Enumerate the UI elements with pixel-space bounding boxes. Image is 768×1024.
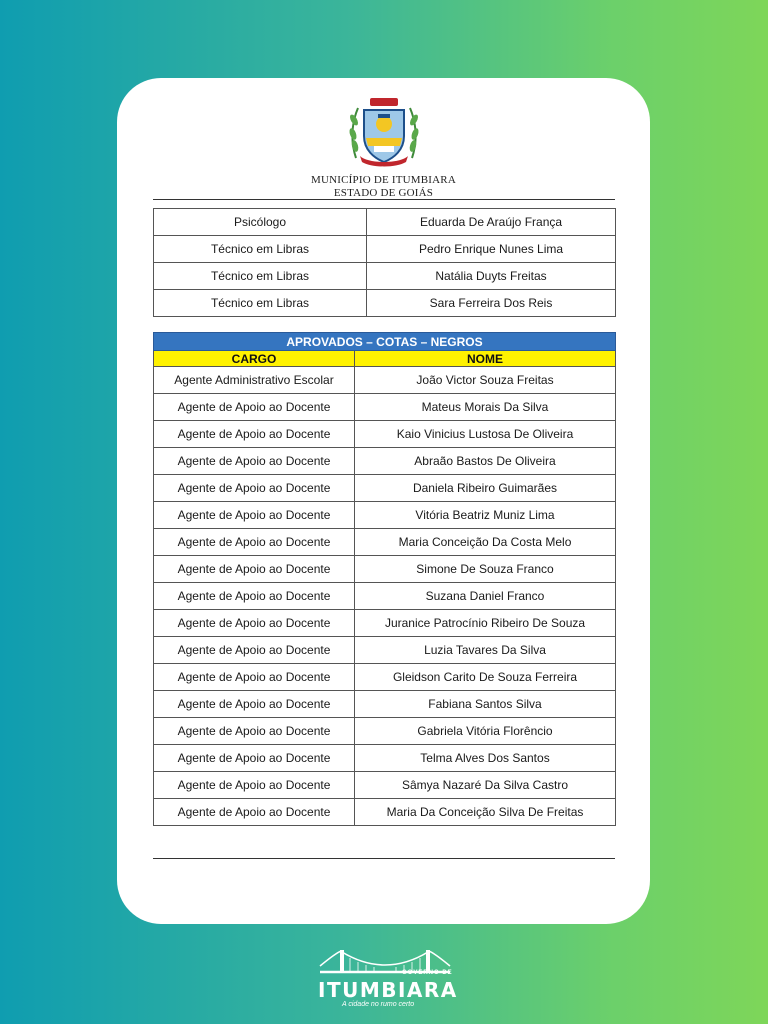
table-banner-row xyxy=(154,333,616,351)
coat-of-arms-icon xyxy=(344,96,424,172)
table-row xyxy=(154,691,616,718)
table-row xyxy=(154,529,616,556)
cell-cargo: Técnico em Libras xyxy=(154,263,367,290)
cell-cargo: Agente de Apoio ao Docente xyxy=(154,691,355,718)
footer-brand: ITUMBIARA xyxy=(318,978,458,1002)
cell-cargo: Agente de Apoio ao Docente xyxy=(154,718,355,745)
column-header-nome: NOME xyxy=(355,351,616,367)
document-header xyxy=(117,96,650,200)
cell-cargo: Psicólogo xyxy=(154,209,367,236)
table-row xyxy=(154,799,616,826)
cell-cargo: Agente de Apoio ao Docente xyxy=(154,448,355,475)
table-row xyxy=(154,367,616,394)
table-row xyxy=(154,290,616,317)
cell-nome: Juranice Patrocínio Ribeiro De Souza xyxy=(355,610,616,637)
state-name: ESTADO DE GOIÁS xyxy=(333,187,434,199)
cell-nome: Sara Ferreira Dos Reis xyxy=(367,290,616,317)
table-row xyxy=(154,421,616,448)
table-row xyxy=(154,502,616,529)
cell-nome: Mateus Morais Da Silva xyxy=(355,394,616,421)
cell-nome: Gabriela Vitória Florêncio xyxy=(355,718,616,745)
table-row xyxy=(154,448,616,475)
cell-nome: Vitória Beatriz Muniz Lima xyxy=(355,502,616,529)
column-header-row xyxy=(154,351,616,367)
table-row xyxy=(154,664,616,691)
footer-slogan: A cidade no rumo certo xyxy=(342,1001,415,1008)
cell-nome: Sâmya Nazaré Da Silva Castro xyxy=(355,772,616,799)
cell-cargo: Agente de Apoio ao Docente xyxy=(154,610,355,637)
table-row xyxy=(154,236,616,263)
table-row xyxy=(154,637,616,664)
cell-nome: Maria Da Conceição Silva De Freitas xyxy=(355,799,616,826)
column-header-cargo: CARGO xyxy=(154,351,355,367)
cell-cargo: Agente de Apoio ao Docente xyxy=(154,421,355,448)
cell-nome: Pedro Enrique Nunes Lima xyxy=(367,236,616,263)
table-row xyxy=(154,772,616,799)
cell-cargo: Agente de Apoio ao Docente xyxy=(154,772,355,799)
cell-nome: Maria Conceição Da Costa Melo xyxy=(355,529,616,556)
table-row xyxy=(154,263,616,290)
cell-cargo: Agente de Apoio ao Docente xyxy=(154,583,355,610)
cell-cargo: Técnico em Libras xyxy=(154,236,367,263)
table-row xyxy=(154,209,616,236)
table-row xyxy=(154,583,616,610)
cell-cargo: Agente de Apoio ao Docente xyxy=(154,475,355,502)
cell-nome: Telma Alves Dos Santos xyxy=(355,745,616,772)
table-row xyxy=(154,556,616,583)
table-row xyxy=(154,745,616,772)
cell-nome: Gleidson Carito De Souza Ferreira xyxy=(355,664,616,691)
cell-cargo: Agente de Apoio ao Docente xyxy=(154,664,355,691)
cell-nome: Abraão Bastos De Oliveira xyxy=(355,448,616,475)
previous-results-table xyxy=(153,208,616,317)
municipality-name: MUNICÍPIO DE ITUMBIARA xyxy=(311,174,456,186)
footer-gov-label: GOVERNO DE xyxy=(402,970,453,976)
document-card xyxy=(117,78,650,924)
cell-nome: Suzana Daniel Franco xyxy=(355,583,616,610)
cell-nome: Simone De Souza Franco xyxy=(355,556,616,583)
table-row xyxy=(154,475,616,502)
cell-cargo: Agente de Apoio ao Docente xyxy=(154,529,355,556)
header-divider xyxy=(153,199,615,200)
cell-cargo: Agente de Apoio ao Docente xyxy=(154,394,355,421)
quota-results-table xyxy=(153,332,616,826)
cell-cargo: Agente de Apoio ao Docente xyxy=(154,637,355,664)
cell-cargo: Técnico em Libras xyxy=(154,290,367,317)
cell-cargo: Agente de Apoio ao Docente xyxy=(154,556,355,583)
table-banner: APROVADOS – COTAS – NEGROS xyxy=(154,333,616,351)
table-row xyxy=(154,610,616,637)
cell-nome: Kaio Vinicius Lustosa De Oliveira xyxy=(355,421,616,448)
cell-nome: João Victor Souza Freitas xyxy=(355,367,616,394)
table-row xyxy=(154,718,616,745)
cell-cargo: Agente Administrativo Escolar xyxy=(154,367,355,394)
cell-nome: Natália Duyts Freitas xyxy=(367,263,616,290)
cell-cargo: Agente de Apoio ao Docente xyxy=(154,799,355,826)
cell-nome: Eduarda De Araújo França xyxy=(367,209,616,236)
table-row xyxy=(154,394,616,421)
cell-cargo: Agente de Apoio ao Docente xyxy=(154,502,355,529)
cell-nome: Fabiana Santos Silva xyxy=(355,691,616,718)
cell-cargo: Agente de Apoio ao Docente xyxy=(154,745,355,772)
footer-divider xyxy=(153,858,615,859)
cell-nome: Daniela Ribeiro Guimarães xyxy=(355,475,616,502)
cell-nome: Luzia Tavares Da Silva xyxy=(355,637,616,664)
